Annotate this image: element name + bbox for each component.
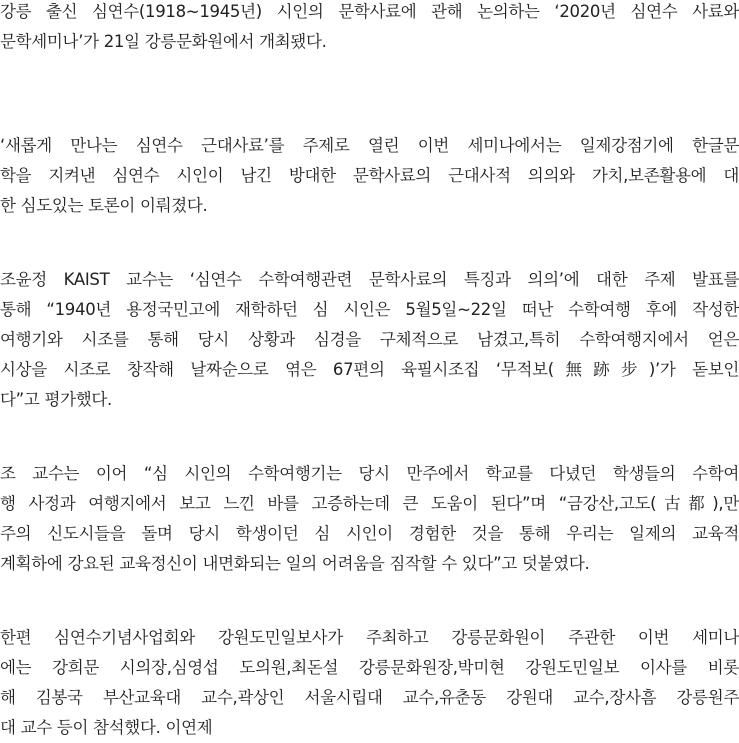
paragraph-line: 에는 강희문 시의장,심영섭 도의원,최돈설 강릉문화원장,박미현 강원도민일보 이사를 비롯	[0, 658, 739, 677]
paragraph-line: 조 교수는 이어 “심 시인의 수학여행기는 당시 만주에서 학교를 다녔던 학생들의 수학여	[0, 464, 739, 483]
paragraph-3	[0, 265, 739, 415]
paragraph-1	[0, 0, 739, 57]
paragraph-line: 시상을 시조로 창작해 날짜순으로 엮은 67편의 육필시조집 ‘무적보(無跡步)’가 돋보인	[0, 360, 739, 379]
paragraph-5	[0, 623, 739, 743]
paragraph-line: 강릉 출신 심연수(1918~1945년) 시인의 문학사료에 관해 논의하는 ‘2020년 심연수 사료와	[0, 2, 739, 21]
paragraph-line: 대 교수 등이 참석했다. 이연제	[0, 718, 213, 737]
paragraph-4	[0, 459, 739, 579]
paragraph-line: 다”고 평가했다.	[0, 390, 112, 409]
paragraph-line: 학을 지켜낸 심연수 시인이 남긴 방대한 문학사료의 근대사적 의의와 가치,보존활용에 대	[0, 166, 739, 185]
paragraph-2	[0, 131, 739, 221]
paragraph-line: 해 김봉국 부산교육대 교수,곽상인 서울시립대 교수,유춘동 강원대 교수,장사흠 강릉원주	[0, 688, 739, 707]
paragraph-line: 주의 신도시들을 돌며 당시 학생이던 심 시인이 경험한 것을 통해 우리는 일제의 교육적	[0, 524, 739, 543]
paragraph-line: 한편 심연수기념사업회와 강원도민일보사가 주최하고 강릉문화원이 주관한 이번 세미나	[0, 628, 739, 647]
paragraph-line: 행 사정과 여행지에서 보고 느낀 바를 고증하는데 큰 도움이 된다”며 “금강산,고도(古都),만	[0, 494, 739, 513]
paragraph-line: 계획하에 강요된 교육정신이 내면화되는 일의 어려움을 짐작할 수 있다”고 덧붙였다.	[0, 554, 590, 573]
paragraph-line: 조윤정 KAIST 교수는 ‘심연수 수학여행관련 문학사료의 특징과 의의’에 대한 주제 발표를	[0, 270, 739, 289]
paragraph-line: 문학세미나’가 21일 강릉문화원에서 개최됐다.	[0, 32, 327, 51]
paragraph-line: ‘새롭게 만나는 심연수 근대사료’를 주제로 열린 이번 세미나에서는 일제강점기에 한글문	[0, 136, 739, 155]
paragraph-line: 통해 “1940년 용정국민고에 재학하던 심 시인은 5월5일~22일 떠난 수학여행 후에 작성한	[0, 300, 739, 319]
paragraph-line: 한 심도있는 토론이 이뤄졌다.	[0, 196, 208, 215]
paragraph-line: 여행기와 시조를 통해 당시 상황과 심경을 구체적으로 남겼고,특히 수학여행지에서 얻은	[0, 330, 739, 349]
